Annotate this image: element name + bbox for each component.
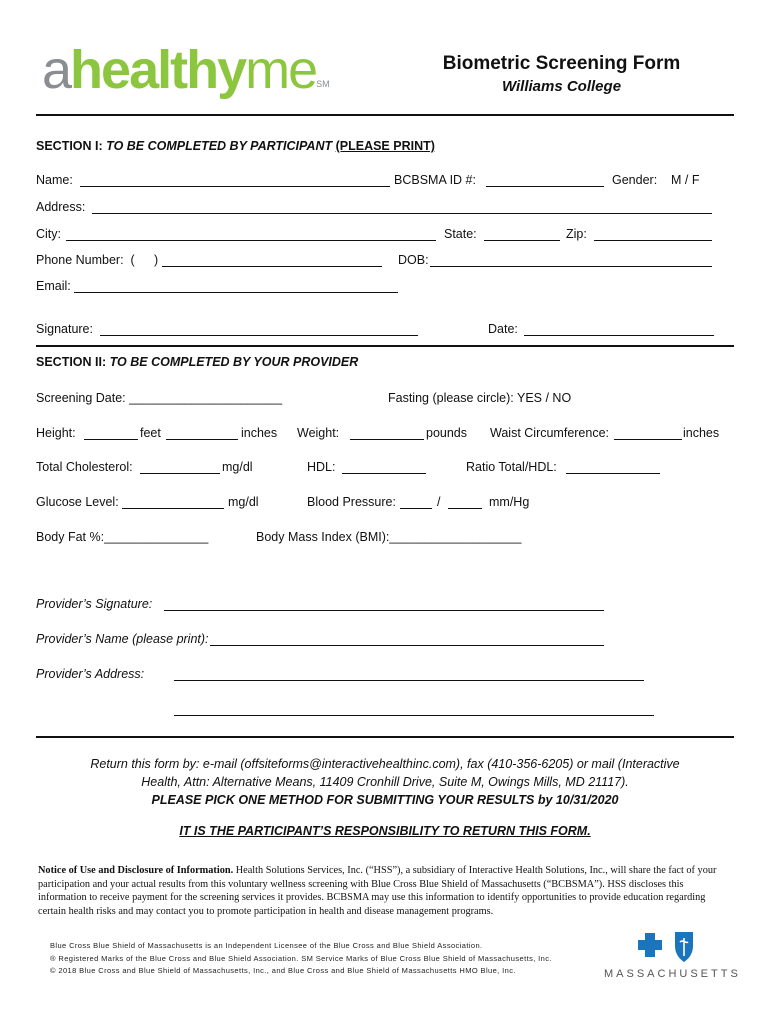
address-field[interactable] [92,202,712,214]
bcbsma-id-field[interactable] [486,175,604,187]
bmi[interactable]: Body Mass Index (BMI):___________________ [256,530,522,544]
gender-options[interactable]: M / F [671,173,700,187]
hdl-label: HDL: [307,460,336,474]
footer-legal: Blue Cross Blue Shield of Massachusetts is an Independent Licensee of the Blue Cross and Blue Shield Association. ® Registered Marks of the Blue Cross and Blue Shield Association. SM Service Marks of Blue Cross Blue Shield of Massachusetts, Inc. © 2018 Blue Cross and Blue Shield of Massachusetts, Inc., and Blue Cross and Blue Shield of Massachusetts HMO Blue, Inc. [50,941,552,975]
fasting[interactable]: Fasting (please circle): YES / NO [388,391,572,405]
hdl-field[interactable] [342,462,426,474]
submit-deadline: PLEASE PICK ONE METHOD FOR SUBMITTING YOUR RESULTS by 10/31/2020 [151,793,619,807]
bcbs-logo [635,930,699,969]
notice-paragraph: Notice of Use and Disclosure of Information. Health Solutions Services, Inc. (“HSS”), a subsidiary of Interactive Health Solutions, Inc., will share the fact of your participation and your actual results from this voluntary wellness screening with Blue Cross Blue Shield of Massachusetts (“BCBSMA”). HSS discloses this information to receive payment for the screening services it provides. BCBSMA may use this information to identify opportunities to provide education regarding certain health risks and may contact you to promote participation in health and disease management programs. [38,865,717,917]
weight-label: Weight: [297,426,340,440]
responsibility-note: IT IS THE PARTICIPANT’S RESPONSIBILITY TO RETURN THIS FORM. [179,824,591,838]
gender-label: Gender: [612,173,658,187]
blue-cross-blue-shield-icon [635,930,699,964]
mmhg-unit: mm/Hg [489,495,530,509]
glucose-field[interactable] [122,497,224,509]
weight-field[interactable] [350,428,424,440]
pounds-label: pounds [426,426,468,440]
bcbsma-id-label: BCBSMA ID #: [394,173,476,187]
massachusetts-wordmark: MASSACHUSETTS [604,968,741,980]
section1-heading: SECTION I: TO BE COMPLETED BY PARTICIPANT (PLEASE PRINT) [36,139,435,153]
phone-label: Phone Number: ( [36,253,135,267]
glucose-unit: mg/dl [228,495,259,509]
zip-label: Zip: [566,227,587,241]
date-field[interactable] [524,324,714,336]
name-field[interactable] [80,175,390,187]
ratio-field[interactable] [566,462,660,474]
glucose-label: Glucose Level: [36,495,119,509]
form-title: Biometric Screening Form [442,53,681,74]
dob-field[interactable] [430,255,712,267]
body-fat[interactable]: Body Fat %:_______________ [36,530,209,544]
address-label: Address: [36,200,86,214]
date-label: Date: [488,322,518,336]
provider-address-field-2[interactable] [174,704,654,716]
inches-label: inches [241,426,278,440]
provider-address-field-1[interactable] [174,669,644,681]
waist-label: Waist Circumference: [490,426,610,440]
provider-address-label: Provider’s Address: [36,667,145,681]
bp-diastolic-field[interactable] [448,497,482,509]
divider [36,114,734,116]
return-instructions-2: Health, Attn: Alternative Means, 11409 Cronhill Drive, Suite M, Owings Mills, MD 21117). [141,775,629,789]
signature-field[interactable] [100,324,418,336]
city-field[interactable] [66,229,436,241]
bp-systolic-field[interactable] [400,497,432,509]
waist-inches-label: inches [683,426,720,440]
provider-name-label: Provider’s Name (please print): [36,632,209,646]
ahealthyme-logo: ahealthyme℠ [42,40,330,100]
feet-label: feet [140,426,161,440]
bp-slash: / [437,495,441,509]
height-inches-field[interactable] [166,428,238,440]
divider [36,736,734,738]
state-label: State: [444,227,477,241]
ratio-label: Ratio Total/HDL: [466,460,557,474]
divider [36,345,734,347]
provider-name-field[interactable] [210,634,604,646]
cholesterol-unit: mg/dl [222,460,253,474]
height-label: Height: [36,426,76,440]
name-label: Name: [36,173,73,187]
blood-pressure-label: Blood Pressure: [307,495,396,509]
email-label: Email: [36,279,71,293]
signature-label: Signature: [36,322,93,336]
cholesterol-label: Total Cholesterol: [36,460,133,474]
cholesterol-field[interactable] [140,462,220,474]
waist-field[interactable] [614,428,682,440]
provider-signature-label: Provider’s Signature: [36,597,153,611]
state-field[interactable] [484,229,560,241]
email-field[interactable] [74,281,398,293]
form-subtitle: Williams College [501,78,622,95]
section2-heading: SECTION II: TO BE COMPLETED BY YOUR PROVIDER [36,355,359,369]
screening-date[interactable]: Screening Date: ______________________ [36,391,283,405]
dob-label: DOB: [398,253,429,267]
return-instructions-1: Return this form by: e-mail (offsiteforms@interactivehealthinc.com), fax (410-356-6205) or mail (Interactive [90,757,680,771]
height-feet-field[interactable] [84,428,138,440]
phone-paren-close: ) [154,253,159,267]
city-label: City: [36,227,61,241]
provider-signature-field[interactable] [164,599,604,611]
zip-field[interactable] [594,229,712,241]
phone-field[interactable] [162,255,382,267]
